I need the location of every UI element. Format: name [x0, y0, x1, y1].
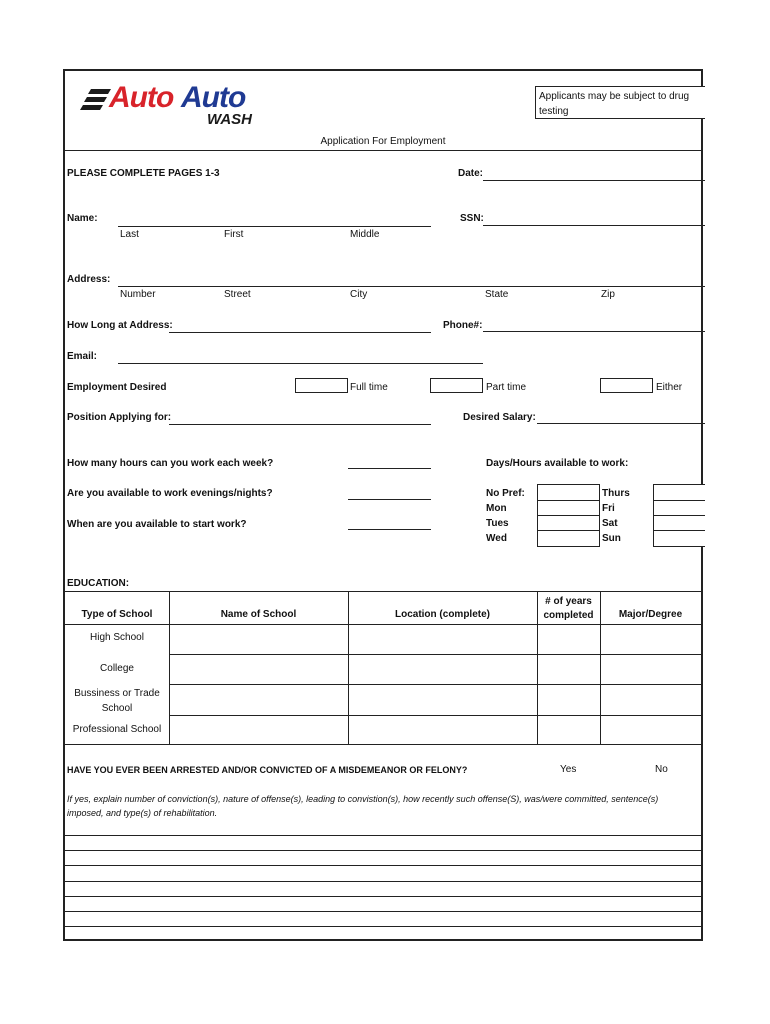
day-label-fri: Fri: [602, 503, 615, 514]
either-label: Either: [656, 382, 683, 393]
day-label-sun: Sun: [602, 533, 621, 544]
day-label-sat: Sat: [602, 518, 618, 529]
evenings-field[interactable]: [348, 499, 431, 500]
address-field[interactable]: [118, 286, 705, 287]
notice-text: Applicants may be subject to drug testing: [539, 91, 690, 117]
name-label: Name:: [67, 213, 98, 224]
email-label: Email:: [67, 351, 98, 362]
explain-line-7[interactable]: [65, 926, 701, 927]
day-label-wed: Wed: [486, 533, 507, 544]
instructions-text: PLEASE COMPLETE PAGES 1-3: [67, 168, 220, 179]
day-label-tues: Tues: [486, 518, 509, 529]
how-long-field[interactable]: [169, 332, 431, 333]
name-part-last: Last: [120, 229, 139, 240]
address-part-zip: Zip: [601, 289, 615, 300]
hours-week-label: How many hours can you work each week?: [67, 458, 274, 469]
phone-label: Phone#:: [443, 320, 483, 331]
explain-line-1[interactable]: [65, 835, 701, 836]
explain-line-5[interactable]: [65, 896, 701, 897]
explain-line-3[interactable]: [65, 865, 701, 866]
day-label-mon: Mon: [486, 503, 507, 514]
logo-word-1: Auto: [109, 81, 174, 114]
days-hours-label: Days/Hours available to work:: [486, 458, 629, 469]
drug-testing-notice: [535, 86, 705, 119]
edu-row-high-school: High School: [90, 632, 144, 643]
form-title: Application For Employment: [320, 136, 446, 147]
name-field[interactable]: [118, 226, 431, 227]
name-part-first: First: [224, 229, 244, 240]
edu-row-trade-school: Bussiness or Trade School: [74, 688, 160, 714]
arrest-explain: If yes, explain number of conviction(s), nature of offense(s), leading to convistion(s), how recently such offense(S), was/were committed, sentence(s) imposed, and type(s) of rehabilitation.: [67, 794, 659, 818]
arrest-no[interactable]: No: [655, 764, 668, 775]
edu-header-type: Type of School: [81, 609, 153, 620]
employment-desired-label: Employment Desired: [67, 382, 167, 393]
hours-week-field[interactable]: [348, 468, 431, 469]
education-title: EDUCATION:: [67, 578, 130, 589]
start-label: When are you available to start work?: [67, 519, 247, 530]
logo-word-2: Auto: [181, 81, 246, 114]
edu-row-professional: Professional School: [72, 724, 162, 735]
evenings-label: Are you available to work evenings/nights?: [67, 488, 273, 499]
ssn-field[interactable]: [483, 225, 705, 226]
how-long-label: How Long at Address:: [67, 320, 173, 331]
address-part-number: Number: [120, 289, 156, 300]
start-field[interactable]: [348, 529, 431, 530]
arrest-question: HAVE YOU EVER BEEN ARRESTED AND/OR CONVICTED OF A MISDEMEANOR OR FELONY?: [67, 765, 468, 775]
edu-header-major: Major/Degree: [618, 609, 683, 620]
address-label: Address:: [67, 274, 111, 285]
phone-field[interactable]: [483, 331, 705, 332]
name-part-middle: Middle: [350, 229, 380, 240]
email-field[interactable]: [118, 363, 483, 364]
days-right-grid[interactable]: [653, 484, 705, 547]
application-form-page: [63, 69, 703, 941]
company-logo: [83, 79, 263, 127]
date-field[interactable]: [483, 180, 705, 181]
day-label-thurs: Thurs: [602, 488, 630, 499]
edu-header-name: Name of School: [220, 609, 297, 620]
full-time-label: Full time: [350, 382, 388, 393]
part-time-label: Part time: [486, 382, 527, 393]
position-field[interactable]: [169, 424, 431, 425]
part-time-checkbox[interactable]: [430, 378, 483, 393]
address-part-city: City: [350, 289, 368, 300]
edu-row-college: College: [100, 663, 134, 674]
day-label-no-pref: No Pref:: [486, 488, 525, 499]
edu-header-location: Location (complete): [394, 609, 490, 620]
address-part-state: State: [485, 289, 509, 300]
arrest-yes[interactable]: Yes: [560, 764, 577, 775]
either-checkbox[interactable]: [600, 378, 653, 393]
date-label: Date:: [458, 168, 484, 179]
days-left-grid[interactable]: [537, 484, 600, 547]
title-divider: [65, 150, 701, 151]
explain-line-2[interactable]: [65, 850, 701, 851]
explain-line-6[interactable]: [65, 911, 701, 912]
edu-header-years: # of years completed: [543, 596, 594, 621]
logo-sub-word: WASH: [207, 111, 252, 128]
address-part-street: Street: [224, 289, 251, 300]
ssn-label: SSN:: [460, 213, 484, 224]
explain-line-4[interactable]: [65, 881, 701, 882]
position-label: Position Applying for:: [67, 412, 172, 423]
full-time-checkbox[interactable]: [295, 378, 348, 393]
salary-label: Desired Salary:: [463, 412, 536, 423]
education-table: [65, 591, 701, 744]
salary-field[interactable]: [537, 423, 705, 424]
